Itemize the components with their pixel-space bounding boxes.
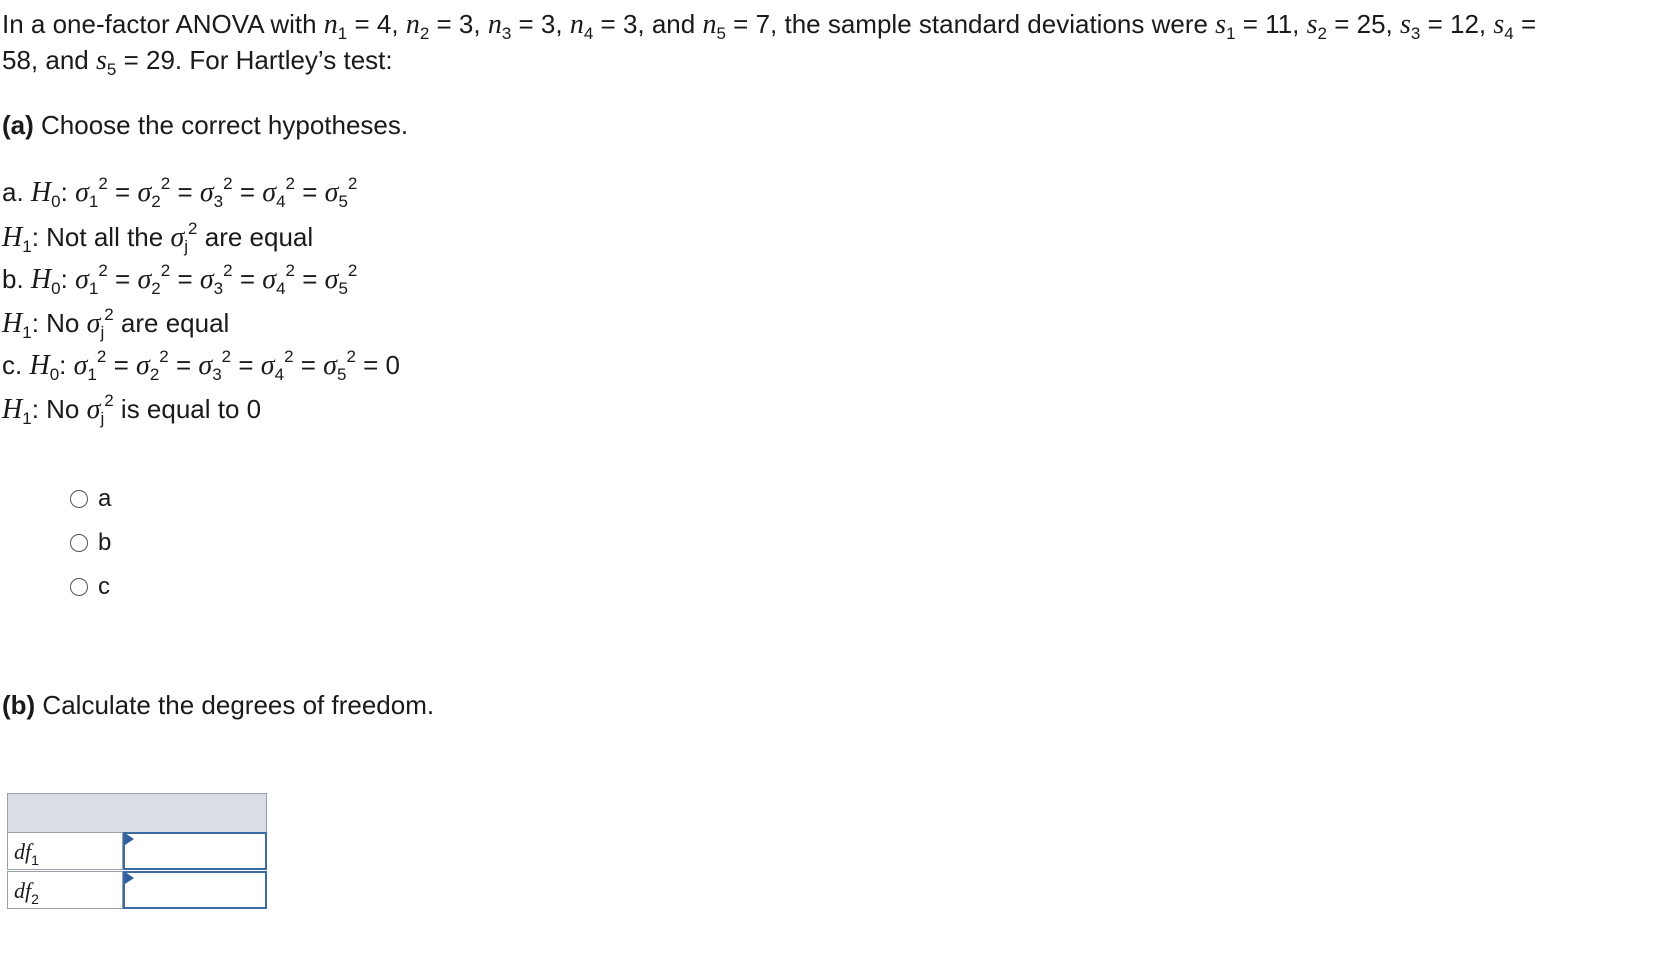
df1-input[interactable]: [123, 832, 267, 870]
df2-label: $df_2$: [7, 871, 123, 909]
df2-row: [7, 871, 267, 909]
radio-circle-icon[interactable]: [70, 490, 88, 508]
option-label: a: [98, 485, 112, 512]
var-n: n: [702, 9, 717, 40]
var-n: n: [487, 9, 502, 40]
option-a-radio[interactable]: [70, 485, 111, 513]
var-n: n: [323, 9, 338, 40]
question-line-2: 58, and $s_5 = 29$. For Hartley’s test:: [2, 45, 393, 79]
hypothesis-a-h0: a. $H_0$: $\sigma_1^2 = \sigma_2^2 = \sigma_3^2 = \sigma_4^2 = \sigma_5^2$: [2, 174, 358, 211]
hypothesis-c-h1: $H_1$: No $\sigma_j^2$ is equal to 0: [2, 391, 262, 428]
radio-circle-icon[interactable]: [70, 534, 88, 552]
var-s: s: [1215, 9, 1227, 40]
df-table-header: [7, 793, 267, 833]
var-s: s: [1400, 9, 1411, 40]
var-s: s: [1306, 9, 1318, 40]
var-n: n: [405, 9, 420, 40]
df1-row: [7, 832, 267, 870]
df2-input[interactable]: [123, 871, 267, 909]
part-a-heading: (a) Choose the correct hypotheses.: [2, 110, 409, 140]
radio-circle-icon[interactable]: [70, 578, 88, 596]
hypothesis-c-h0: c. $H_0$: $\sigma_1^2 = \sigma_2^2 = \sigma_3^2 = \sigma_4^2 = \sigma_5^2 = 0$: [2, 347, 401, 384]
option-c-radio[interactable]: [70, 573, 110, 601]
input-marker-icon: [125, 872, 134, 884]
var-s: s: [95, 45, 107, 76]
part-b-heading: (b) Calculate the degrees of freedom.: [2, 690, 435, 720]
df1-label: $df_1$: [7, 832, 123, 870]
option-b-radio[interactable]: [70, 529, 111, 557]
var-s: s: [1493, 9, 1505, 40]
input-marker-icon: [125, 833, 134, 845]
option-label: b: [98, 529, 112, 556]
hypothesis-b-h1: $H_1$: No $\sigma_j^2$ are equal: [2, 305, 230, 342]
option-label: c: [98, 573, 110, 600]
question-line-1: In a one-factor ANOVA with $n_1 = 4$, $n_2 = 3$, $n_3 = 3$, $n_4 = 3$, and $n_5 = 7$, the sample standard deviations were $s_1 = 11$, $s_2 = 25$, $s_3 = 12$, $s_4$ =: [2, 9, 1537, 43]
hypothesis-b-h0: b. $H_0$: $\sigma_1^2 = \sigma_2^2 = \sigma_3^2 = \sigma_4^2 = \sigma_5^2$: [2, 261, 358, 298]
hypothesis-a-h1: $H_1$: Not all the $\sigma_j^2$ are equal: [2, 219, 314, 256]
var-n: n: [569, 9, 584, 40]
